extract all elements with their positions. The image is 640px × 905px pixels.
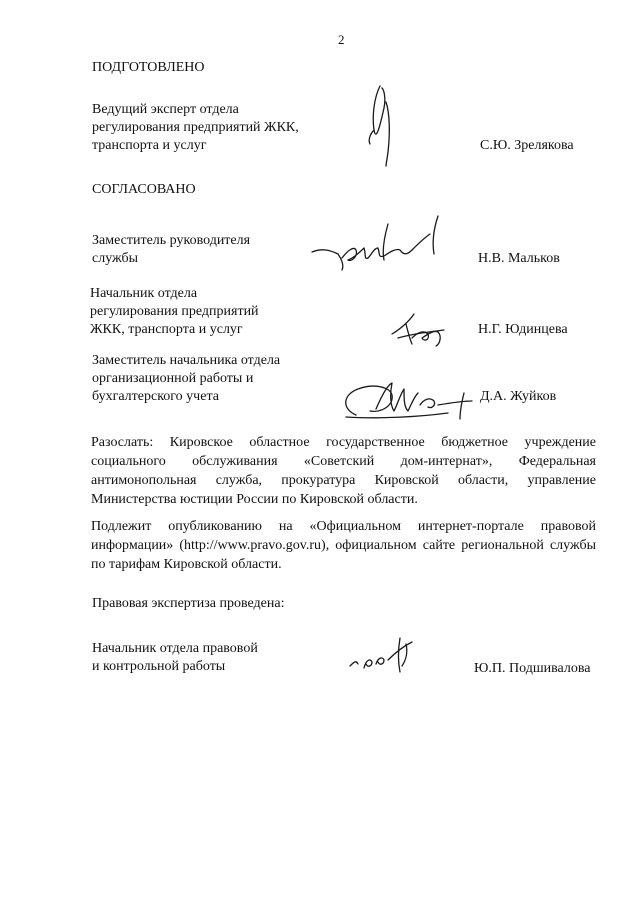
legal-review-name: Ю.П. Подшивалова xyxy=(474,661,591,676)
agreed-heading: СОГЛАСОВАНО xyxy=(92,182,196,197)
publication-text: Подлежит опубликованию на «Официальном интернет-портале правовой информации» (http://www.pravo.gov.ru), официальном сайте региональной службы по тарифам Кировской области. xyxy=(91,519,596,572)
signer-3-position-line-1: Заместитель начальника отдела xyxy=(92,353,281,368)
signer-1-position-line-2: службы xyxy=(92,251,139,266)
signature-malkov xyxy=(308,214,468,274)
signature-yudintseva xyxy=(388,310,468,350)
page-number: 2 xyxy=(338,32,345,47)
signer-2-position-line-1: Начальник отдела xyxy=(90,286,198,301)
prepared-heading: ПОДГОТОВЛЕНО xyxy=(92,60,205,75)
distribution-text: Разослать: Кировское областное государственное бюджетное учреждение социального обслуживания «Советский дом-интернат», Федеральная антимонопольная служба, прокуратура Кировской области, управление Министерства юстиции России по Кировской области. xyxy=(91,435,596,507)
prepared-position-line-3: транспорта и услуг xyxy=(92,138,207,153)
signature-podshivalova xyxy=(346,630,426,680)
signer-1-position-line-1: Заместитель руководителя xyxy=(92,233,251,248)
prepared-position-line-1: Ведущий эксперт отдела xyxy=(92,102,239,117)
signer-3-position-line-3: бухгалтерского учета xyxy=(92,389,219,404)
signer-3-name: Д.А. Жуйков xyxy=(480,389,557,404)
legal-review-position-line-2: и контрольной работы xyxy=(92,659,226,674)
signature-zrelyakova xyxy=(360,68,410,168)
signer-2-position-line-3: ЖКК, транспорта и услуг xyxy=(90,322,243,337)
signer-2-position-line-2: регулирования предприятий xyxy=(90,304,259,319)
signer-2-name: Н.Г. Юдинцева xyxy=(478,322,568,337)
signer-3-position-line-2: организационной работы и xyxy=(92,371,254,386)
legal-review-statement: Правовая экспертиза проведена: xyxy=(92,596,285,611)
signer-1-name: Н.В. Мальков xyxy=(478,251,560,266)
legal-review-position-line-1: Начальник отдела правовой xyxy=(92,641,258,656)
prepared-position-line-2: регулирования предприятий ЖКК, xyxy=(92,120,299,135)
signature-zhuikov xyxy=(338,375,488,425)
prepared-name: С.Ю. Зрелякова xyxy=(480,138,574,153)
